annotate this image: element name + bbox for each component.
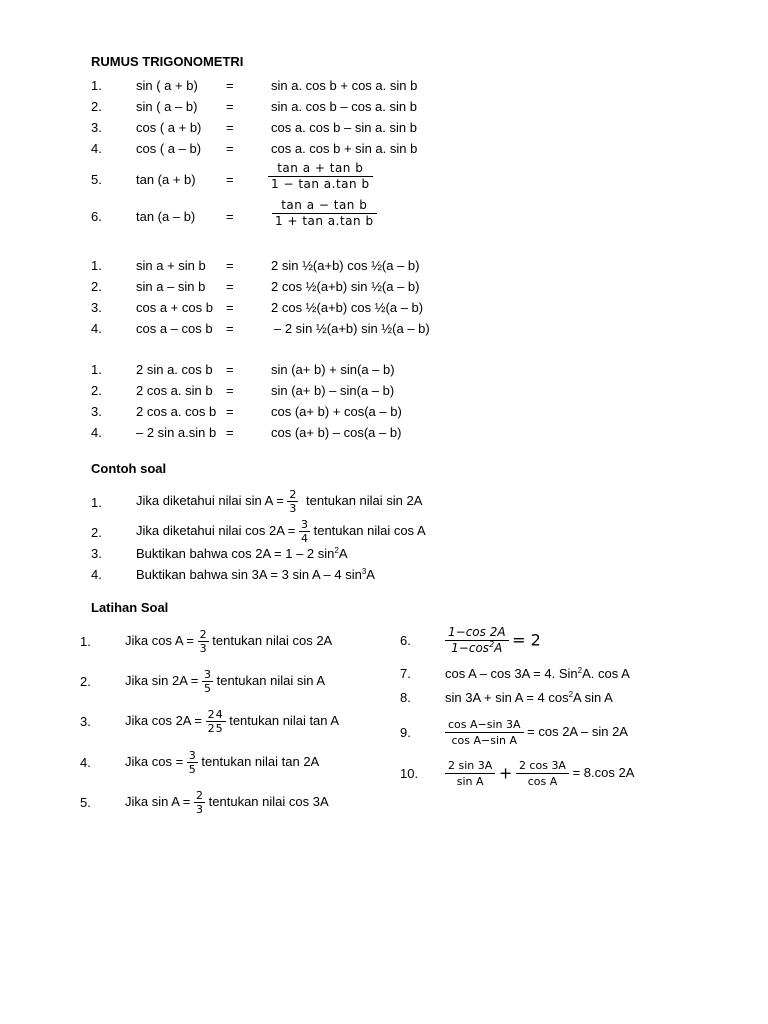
equals-sign: = [226,279,234,294]
page-title: RUMUS TRIGONOMETRI [91,54,244,69]
exercise-task: tentukan nilai tan 2A [201,754,320,769]
fraction-numerator: 2 sin 3A [448,759,493,773]
example-task: tentukan nilai cos A [313,523,426,538]
exercise-task: = cos 2A – sin 2A [527,724,628,739]
row-number: 3. [91,120,102,135]
formula-right: 2 cos ½(a+b) sin ½(a – b) [271,279,420,294]
row-number: 1. [91,362,102,377]
fraction-denominator: 5 [188,763,196,777]
exercise-item [125,706,339,736]
exercise-task: tentukan nilai cos 3A [208,794,329,809]
fraction [445,759,495,788]
example-text: Jika diketahui nilai cos 2A = [136,523,296,538]
superscript: 2 [334,546,339,555]
fraction [206,709,226,734]
superscript: 3 [361,567,367,576]
equals-sign: = [226,78,234,93]
row-number: 2. [91,525,102,540]
equals-sign: = [226,99,234,114]
formula-right: 2 sin ½(a+b) cos ½(a – b) [271,258,420,273]
row-number: 1. [91,78,102,93]
fraction [198,629,209,654]
exercise-text: Jika cos A = [125,633,195,648]
row-number: 2. [80,674,91,689]
fraction-denominator: 25 [207,722,224,736]
formula-right: cos (a+ b) + cos(a – b) [271,404,402,419]
formula-right: sin a. cos b + cos a. sin b [271,78,418,93]
row-number: 6. [91,209,102,224]
formula-left: sin a – sin b [136,279,206,294]
superscript: 2 [568,690,574,699]
fraction-denominator: 5 [203,682,211,696]
fraction-denominator: 3 [289,502,297,516]
example-text: Jika diketahui nilai sin A = [136,493,284,508]
example-text-end: A [366,567,375,582]
formula-left: 2 cos a. sin b [136,383,213,398]
exercise-task: tentukan nilai sin A [216,673,326,688]
row-number: 2. [91,99,102,114]
formula-right: 2 cos ½(a+b) cos ½(a – b) [271,300,424,315]
tan-diff-fraction [272,199,377,228]
equals-sign: = [226,172,234,187]
row-number: 1. [91,258,102,273]
example-item [136,516,426,546]
row-number: 4. [91,321,102,336]
exercise-item [125,787,329,817]
exercise-item [445,666,630,681]
fraction-numerator: 2 [199,628,207,642]
formula-left: tan (a – b) [136,209,196,224]
fraction-denominator: 1 + tan a.tan b [272,213,377,228]
fraction-numerator: 3 [203,668,211,682]
formula-left: 2 cos a. cos b [136,404,217,419]
fraction-denominator [445,640,509,655]
exercise-item [445,623,541,658]
fraction-denominator: cos A−sin A [445,732,524,747]
superscript: 2 [577,666,583,675]
fraction-denominator: 3 [199,642,207,656]
exercise-text: Jika sin 2A = [125,673,199,688]
formula-left: sin a + sin b [136,258,206,273]
exercise-text: Jika sin A = [125,794,191,809]
row-number: 5. [80,795,91,810]
equals-sign: = [226,120,234,135]
fraction-numerator: 3 [188,749,196,763]
row-number: 5. [91,172,102,187]
fraction [287,489,298,514]
formula-right: cos a. cos b – sin a. sin b [271,120,417,135]
exercise-item [125,666,325,696]
fraction-numerator: 2 [196,789,204,803]
formula-right: sin (a+ b) – sin(a – b) [271,383,395,398]
formula-right: sin (a+ b) + sin(a – b) [271,362,395,377]
formula-right: cos a. cos b + sin a. sin b [271,141,418,156]
formula-right: – 2 sin ½(a+b) sin ½(a – b) [274,321,430,336]
row-number: 6. [400,633,411,648]
example-item [136,546,348,561]
row-number: 9. [400,725,411,740]
exercise-text: cos A – cos 3A = 4. Sin [445,666,578,681]
exercise-item [445,714,628,750]
row-number: 3. [91,404,102,419]
formula-left: sin ( a – b) [136,99,198,114]
row-number: 3. [80,714,91,729]
fraction [187,750,198,775]
exercise-item [125,626,332,656]
row-number: 4. [91,141,102,156]
example-item [136,486,422,516]
formula-left: – 2 sin a.sin b [136,425,217,440]
fraction-denominator: cos A [516,773,569,788]
row-number: 1. [91,495,102,510]
fraction [194,790,205,815]
equals-sign: = [226,300,234,315]
exercise-item [125,747,319,777]
fraction-denominator: 3 [196,803,204,817]
example-item [136,567,375,582]
example-task: tentukan nilai sin 2A [306,493,423,508]
equals-sign: = [226,321,234,336]
fraction-numerator: tan a − tan b [281,198,368,212]
fraction-denominator: 4 [300,532,308,546]
example-text: Buktikan bahwa cos 2A = 1 – 2 sin [136,546,335,561]
equals-value: = 2 [512,630,541,650]
example-text-end: A [338,546,348,561]
equals-sign: = [226,404,234,419]
equals-sign: = [226,209,234,224]
tan-sum-fraction [268,162,373,191]
exercise-task: tentukan nilai tan A [229,713,340,728]
example-text: Buktikan bahwa sin 3A = 3 sin A – 4 sin [136,567,362,582]
fraction-numerator: cos A−sin 3A [448,718,521,732]
row-number: 10. [400,766,419,781]
formula-right: sin a. cos b – cos a. sin b [271,99,417,114]
fraction [202,669,213,694]
fraction-denominator: 1 − tan a.tan b [268,176,373,191]
fraction [516,759,569,788]
fraction-numerator: 3 [300,518,308,532]
formula-left: cos ( a – b) [136,141,202,156]
equals-sign: = [226,383,234,398]
equals-sign: = [226,141,234,156]
row-number: 7. [400,666,411,681]
formula-left: cos ( a + b) [136,120,202,135]
denominator-text-end: A [494,641,503,656]
superscript: 2 [489,640,495,650]
fraction-numerator: tan a + tan b [277,161,364,175]
equals-sign: = [226,258,234,273]
fraction [445,626,509,655]
formula-left: cos a + cos b [136,300,213,315]
fraction-denominator: sin A [445,773,495,788]
row-number: 2. [91,279,102,294]
exercise-text: Jika cos 2A = [125,713,202,728]
row-number: 3. [91,546,102,561]
row-number: 8. [400,690,411,705]
row-number: 4. [80,755,91,770]
equals-sign: = [226,362,234,377]
plus-sign: + [498,763,513,783]
exercise-task: = 8.cos 2A [572,765,635,780]
contoh-soal-heading: Contoh soal [91,461,167,476]
fraction-numerator: 2 cos 3A [518,759,566,773]
fraction [445,718,524,747]
exercise-text-end: A. cos A [582,666,630,681]
equals-sign: = [226,425,234,440]
row-number: 1. [80,634,91,649]
formula-left: tan (a + b) [136,172,196,187]
exercise-text: sin 3A + sin A = 4 cos [445,690,569,705]
exercise-item [445,755,634,792]
row-number: 4. [91,425,102,440]
exercise-item [445,690,613,705]
row-number: 3. [91,300,102,315]
formula-left: 2 sin a. cos b [136,362,213,377]
exercise-text: Jika cos = [125,754,184,769]
exercise-task: tentukan nilai cos 2A [212,633,333,648]
fraction [299,519,310,544]
fraction-numerator: 2 [289,488,297,502]
row-number: 2. [91,383,102,398]
exercise-text-end: A sin A [573,690,613,705]
formula-left: sin ( a + b) [136,78,198,93]
denominator-text: 1−cos [451,641,490,656]
latihan-soal-heading: Latihan Soal [91,600,169,615]
fraction-numerator: 24 [207,708,224,722]
fraction-numerator: 1−cos 2A [448,625,506,640]
formula-left: cos a – cos b [136,321,213,336]
row-number: 4. [91,567,102,582]
formula-right: cos (a+ b) – cos(a – b) [271,425,402,440]
